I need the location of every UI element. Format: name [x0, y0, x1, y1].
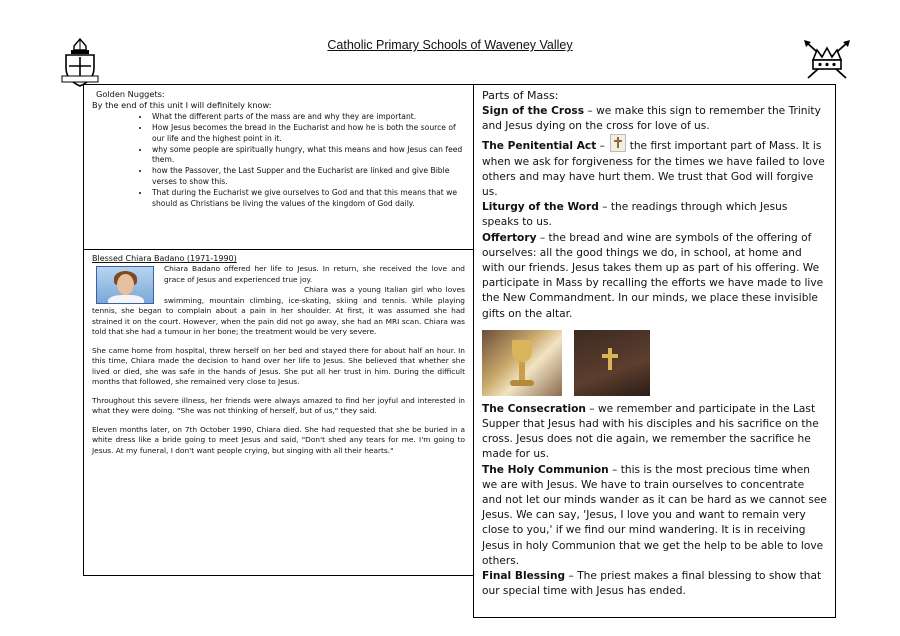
chiara-paragraph: She came home from hospital, threw herself on her bed and stayed there for about half an hour. In this time, Chiara made the decision to hand over her life to Jesus. She believed that whether she lived or died, she was safe in the hands of Jesus. She put all her trust in him. During the difficult months that followed, she remained very close to Jesus. [92, 345, 465, 386]
mass-term: Liturgy of the Word [482, 201, 599, 214]
mass-description: the bread and wine are symbols of the offering of ourselves: all the good things we do, in school, at home and with our friends. Jesus takes them up as part of his offering. We participate in Mass by recalling the efforts we have made to live the New Commandment. In our minds, we place these invisible gifts on the altar. [482, 231, 824, 320]
list-item: • how the Passover, the Last Supper and the Eucharist are linked and give Bible verses to show this. [150, 166, 465, 187]
mass-section-liturgy-of-word: Liturgy of the Word – the readings through which Jesus speaks to us. [482, 201, 788, 229]
golden-nuggets-panel [83, 84, 474, 250]
mass-description: the readings through which Jesus speaks to us. [482, 201, 788, 229]
mass-section-offertory: Offertory – the bread and wine are symbols of the offering of ourselves: all the good things we do, in school, at home and with our friends. Jesus takes them up as part of his offering. We participate in Mass by recalling the efforts we have made to live the New Commandment. In our minds, we place these invisible gifts on the altar. [482, 231, 824, 320]
chiara-heading: Blessed Chiara Badano (1971-1990) [92, 254, 237, 263]
parts-of-mass-title: Parts of Mass: [482, 89, 559, 102]
school-crest-icon [60, 38, 100, 88]
list-item: • What the different parts of the mass are and why they are important. [150, 112, 465, 123]
golden-nuggets-list [92, 112, 465, 209]
list-item: • That during the Eucharist we give ourselves to God and that this means that we should as Christians be living the values of the kingdom of God daily. [150, 188, 465, 209]
parts-of-mass-panel [473, 84, 836, 618]
bible-photo [574, 330, 650, 396]
mass-term: Sign of the Cross [482, 105, 585, 117]
chiara-paragraph: Chiara was a young Italian girl who loves swimming, mountain climbing, ice-skating, skiing and tennis. While playing tennis, she began to complain about a pain in her shoulder. At first, it was assumed she had strained it on the court. However, when the pain did not go away, she had an MRI scan. Chiara was told that she had a tumour in her bone; the treatment would be very severe. [92, 285, 465, 336]
chiara-paragraph: Chiara Badano offered her life to Jesus. In return, she received the love and grace of Jesus and experienced true joy. [164, 264, 465, 284]
mass-section-holy-communion: The Holy Communion – this is the most precious time when we are with Jesus. We have to train ourselves to concentrate and not let our minds wander as it can be hard as we cannot see Jesus. We can say, 'Jesus, I love you and want to remain very close to you,' if we find our mind wandering. It is in receiving Jesus in holy Communion that we get the help to be able to love others. [482, 463, 827, 567]
golden-nuggets-intro: By the end of this unit I will definitely know: [92, 100, 272, 110]
list-item: • why some people are spiritually hungry, what this means and how Jesus can feed them. [150, 145, 465, 166]
mass-description: The priest makes a final blessing to show that our special time with Jesus has ended. [482, 570, 822, 598]
mass-term: Final Blessing [482, 570, 566, 583]
mass-description: this is the most precious time when we are with Jesus. We have to train ourselves to concentrate and not let our minds wander as it can be hard as we cannot see Jesus. We can say, 'Jesus, I love you and want to remain very close to you,' if we find our mind wandering. It is in receiving Jesus in holy Communion that we get the help to be able to love others. [482, 463, 827, 567]
crown-crossed-arrows-icon [802, 38, 852, 84]
chiara-paragraph: Throughout this severe illness, her friends were always amazed to find her joyful and interested in what they were doing. "She was not thinking of herself, but of us," they said. [92, 395, 465, 415]
mass-term: Offertory [482, 231, 537, 244]
mass-description: the first important part of Mass. It is when we ask for forgiveness for the times we have failed to love others and may have hurt them. We trust that God will forgive us. [482, 140, 825, 199]
mass-section-penitential-act: The Penitential Act – the first important part of Mass. It is when we ask for forgiveness for the times we have failed to love others and may have hurt them. We trust that God will forgive us. [482, 134, 827, 200]
chiara-portrait-photo [96, 266, 154, 304]
mass-description: we remember and participate in the Last Supper that Jesus had with his disciples and his sacrifice on the cross. Jesus does not die again, we remember the sacrifice he made for us. [482, 402, 819, 461]
mass-images [482, 330, 827, 396]
golden-nuggets-heading: Golden Nuggets: [96, 89, 165, 99]
mass-term: The Consecration [482, 402, 586, 415]
chalice-photo [482, 330, 562, 396]
chiara-badano-panel [83, 249, 474, 576]
crucifix-icon [610, 134, 626, 152]
chiara-paragraph: Eleven months later, on 7th October 1990, Chiara died. She had requested that she be buried in a white dress like a bride going to meet Jesus and said, "Don't shed any tears for me. I'm going to Jesus. At my funeral, I don't want people crying, but singing with all their hearts." [92, 424, 465, 455]
list-item: • How Jesus becomes the bread in the Eucharist and how he is both the source of our life and the highest point in it. [150, 123, 465, 144]
mass-term: The Penitential Act [482, 140, 597, 153]
mass-section-final-blessing: Final Blessing – The priest makes a final blessing to show that our special time with Jesus has ended. [482, 570, 822, 598]
mass-section-sign-of-cross: Sign of the Cross – we make this sign to remember the Trinity and Jesus dying on the cross for love of us. [482, 105, 821, 133]
mass-section-consecration: The Consecration – we remember and participate in the Last Supper that Jesus had with his disciples and his sacrifice on the cross. Jesus does not die again, we remember the sacrifice he made for us. [482, 402, 819, 461]
document-title: Catholic Primary Schools of Waveney Valley [327, 38, 573, 52]
mass-description: we make this sign to remember the Trinity and Jesus dying on the cross for love of us. [482, 105, 821, 133]
mass-term: The Holy Communion [482, 463, 609, 476]
